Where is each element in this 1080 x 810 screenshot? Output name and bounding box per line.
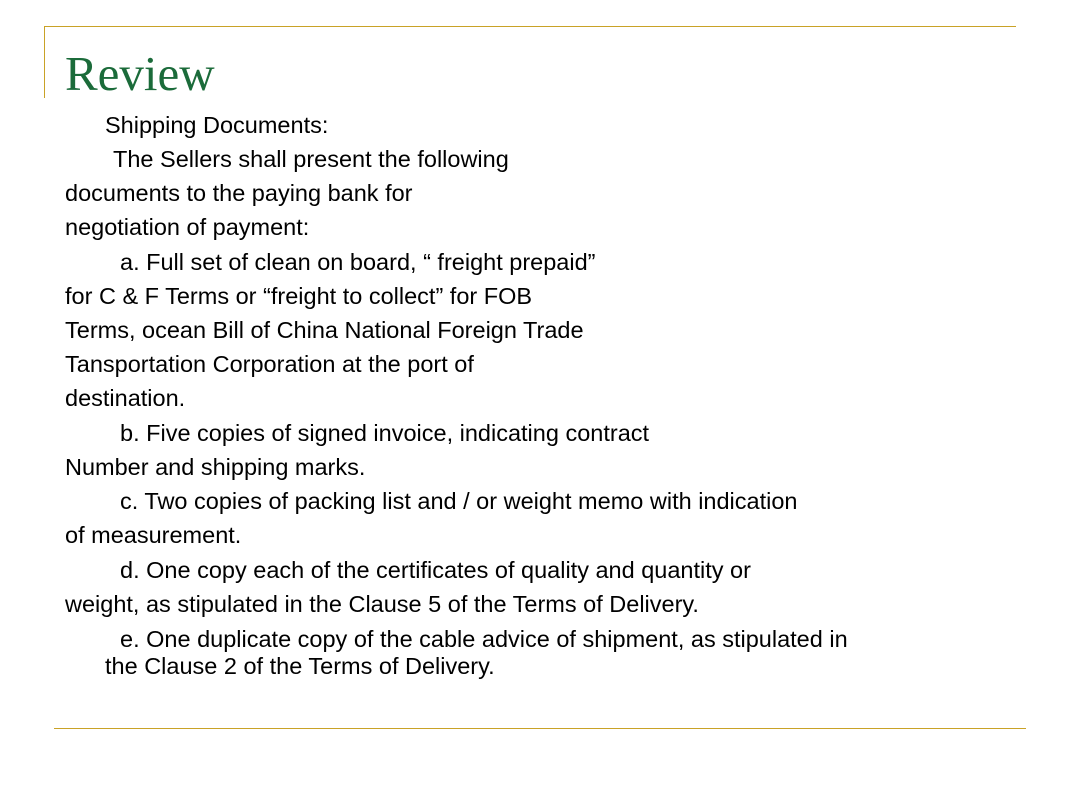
body-line: of measurement. [65, 522, 242, 548]
body-line: negotiation of payment: [65, 214, 310, 240]
body-line: Tansportation Corporation at the port of [65, 351, 474, 377]
body-line: The Sellers shall present the following [113, 146, 509, 172]
body-line: d. One copy each of the certificates of quality and quantity or [120, 557, 751, 583]
body-line: Number and shipping marks. [65, 454, 366, 480]
body-line: c. Two copies of packing list and / or weight memo with indication [120, 488, 798, 514]
body-line: for C & F Terms or “freight to collect” for FOB [65, 283, 533, 309]
body-line: a. Full set of clean on board, “ freight prepaid” [120, 249, 596, 275]
body-line: Shipping Documents: [105, 112, 329, 138]
body-line: b. Five copies of signed invoice, indicating contract [120, 420, 650, 446]
slide-title: Review [65, 46, 215, 101]
body-line: destination. [65, 385, 186, 411]
bottom-divider [54, 728, 1026, 729]
left-divider [44, 26, 45, 98]
body-line: documents to the paying bank for [65, 180, 413, 206]
top-divider [44, 26, 1016, 27]
body-line: weight, as stipulated in the Clause 5 of the Terms of Delivery. [65, 591, 699, 617]
body-line: the Clause 2 of the Terms of Delivery. [105, 653, 495, 679]
body-line: e. One duplicate copy of the cable advice of shipment, as stipulated in [120, 626, 848, 652]
body-line: Terms, ocean Bill of China National Foreign Trade [65, 317, 584, 343]
